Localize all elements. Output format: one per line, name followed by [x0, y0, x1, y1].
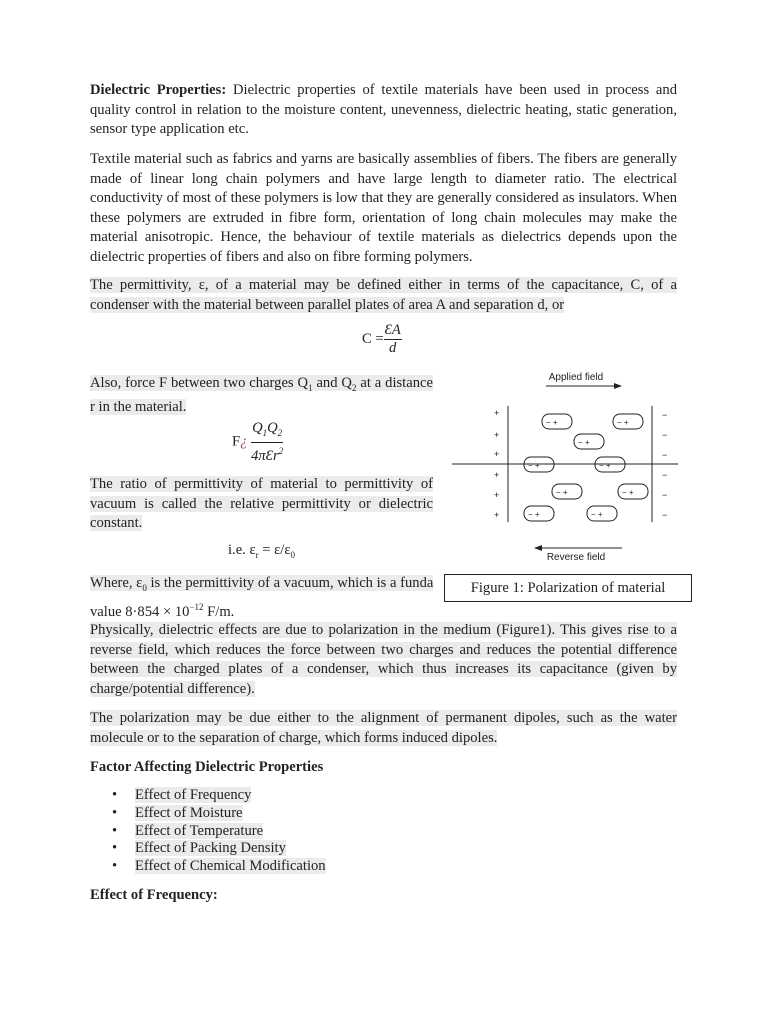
- intro-paragraph: Dielectric Properties: Dielectric properties of textile materials have been used in process and quality control in relation to the moisture content, unevenness, dielectric heating, static generation, sensor type application etc.: [90, 82, 677, 137]
- force-paragraph: Also, force F between two charges $Q_1$ and $Q_2$ at a distance r in the material.: [90, 375, 433, 416]
- vacuum-paragraph: Where, $\varepsilon_0$ is the permittivity of a vacuum, which is a funda value $8\cdot 854 \times 10^{-12}$ F/m.: [90, 575, 434, 621]
- svg-text:+: +: [494, 449, 500, 459]
- list-item: • Effect of Frequency: [90, 787, 326, 805]
- list-item: • Effect of Temperature: [90, 823, 326, 841]
- list-item: • Effect of Moisture: [90, 805, 326, 823]
- svg-text:+: +: [494, 490, 500, 500]
- svg-text:−: −: [662, 510, 668, 520]
- factors-list: [90, 787, 326, 876]
- force-equation: F¿ $\frac{Q_1Q_2}{4\pi Ɛr^2}$: [232, 420, 284, 464]
- list-item: • Effect of Packing Density: [90, 840, 326, 858]
- reverse-field-label: Reverse field: [546, 552, 606, 563]
- applied-field-label: Applied field: [548, 372, 604, 383]
- section-heading: Dielectric Properties:: [90, 82, 227, 98]
- svg-text:−: −: [662, 470, 668, 480]
- svg-text:− +: − +: [591, 510, 603, 519]
- factors-heading: Factor Affecting Dielectric Properties: [90, 759, 324, 775]
- svg-text:− +: − +: [556, 488, 568, 497]
- svg-text:−: −: [662, 410, 668, 420]
- svg-text:− +: − +: [528, 461, 540, 470]
- svg-text:+: +: [494, 510, 500, 520]
- physical-effects-paragraph: Physically, dielectric effects are due to polarization in the medium (Figure1). This gives rise to a reverse field, which reduces the force between two charges and reduces the potential difference between the charged plates of a condenser, which thus increases its capacitance (given by charge/potential difference).: [90, 622, 677, 697]
- svg-text:−: −: [662, 430, 668, 440]
- list-item: • Effect of Chemical Modification: [90, 858, 326, 876]
- capacitance-equation: C = $\frac{ƐA}{d}$: [362, 322, 401, 356]
- svg-text:− +: − +: [622, 488, 634, 497]
- svg-text:− +: − +: [578, 438, 590, 447]
- svg-text:−: −: [662, 490, 668, 500]
- svg-text:+: +: [494, 430, 500, 440]
- permittivity-paragraph: The permittivity, ε, of a material may be defined either in terms of the capacitance, C, of a condenser with the material between parallel plates of area A and separation d, or: [90, 277, 677, 313]
- svg-text:+: +: [494, 470, 500, 480]
- svg-text:+: +: [494, 408, 500, 418]
- dipoles: [524, 414, 648, 521]
- svg-text:− +: − +: [599, 461, 611, 470]
- polarization-diagram: [450, 364, 680, 564]
- svg-text:−: −: [662, 450, 668, 460]
- figure-caption: Figure 1: Polarization of material: [444, 574, 692, 602]
- dielectric-constant-equation: i.e. $\varepsilon_r = \varepsilon/\varepsilon_0$: [228, 542, 295, 560]
- svg-text:− +: − +: [617, 418, 629, 427]
- frequency-heading: Effect of Frequency:: [90, 887, 218, 903]
- svg-text:− +: − +: [546, 418, 558, 427]
- relative-permittivity-paragraph: The ratio of permittivity of material to permittivity of vacuum is called the relative permittivity or dielectric constant.: [90, 476, 433, 531]
- svg-text:− +: − +: [528, 510, 540, 519]
- fiber-paragraph: Textile material such as fabrics and yarns are basically assemblies of fibers. The fibers are generally made of linear long chain polymers and have large length to diameter ratio. The electrical conductivity of most of these polymers is low that they are generally considered as insulators. When these polymers are extruded in fibre form, orientation of long chain molecules may make the material anisotropic. Hence, the behaviour of textile materials as dielectrics depends upon the dielectric properties of fibers and also on fibre forming polymers.: [90, 151, 677, 265]
- dipoles-paragraph: The polarization may be due either to the alignment of permanent dipoles, such as the water molecule or to the separation of charge, which forms induced dipoles.: [90, 710, 677, 746]
